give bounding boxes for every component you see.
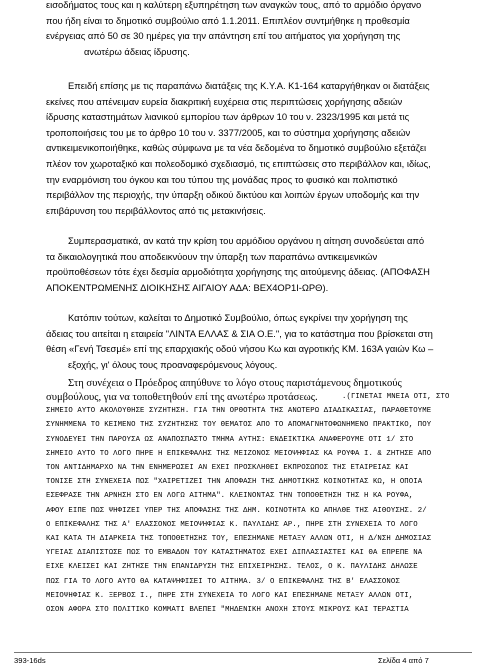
footer-divider — [14, 652, 472, 653]
text-line: ΣΗΜΕΙΟ ΑΥΤΟ ΤΟ ΛΟΓΟ ΠΗΡΕ Η ΕΠΙΚΕΦΑΛΗΣ ΤΗΣ ΜΕΙΖΟΝΟΣ ΜΕΙΟΨΗΦΙΑΣ ΚΑ ΡΟΥΦΑ Ι. & ΖΗΤΗΣΕ ΑΠΟ — [46, 449, 432, 458]
text-line: ΑΠΟΚΕΝΤΡΩΜΕΝΗΣ ΔΙΟΙΚΗΣΗΣ ΑΙΓΑΙΟΥ ΑΔΑ: ΒΕΧ4ΟΡ1Ι-ΩΡΘ). — [46, 281, 329, 293]
text-line: προϋποθέσεων τότε έχει δεσμία αρμοδιότητα χορήγησης της αιτούμενης άδειας. (ΑΠΟΦΑΣΗ — [46, 266, 430, 278]
text-line: ΑΦΟΥ ΕΙΠΕ ΠΩΣ ΨΗΦΙΖΕΙ ΥΠΕΡ ΤΗΣ ΑΠΟΦΑΣΗΣ ΤΗΣ ΔΗΜ. ΚΟΙΝΟΤΗΤΑ ΚΩ ΑΠΗΛΘΕ ΤΗΣ ΑΙΘΟΥΣΗΣ. 2/ — [46, 506, 427, 515]
text-line: Ο ΕΠΙΚΕΦΑΛΗΣ ΤΗΣ Α' ΕΛΑΣΣΟΝΟΣ ΜΕΙΟΨΗΦΙΑΣ Κ. ΠΑΥΛΙΔΗΣ ΑΡ., ΠΗΡΕ ΣΤΗ ΣΥΝΕΧΕΙΑ ΤΟ ΛΟΓΟ — [46, 520, 418, 529]
text-line: ΣΥΝΟΔΕΥΕΙ ΤΗΝ ΠΑΡΟΥΣΑ ΩΣ ΑΝΑΠΟΣΠΑΣΤΟ ΤΜΗΜΑ ΑΥΤΗΣ: ΕΝΔΕΙΚΤΙΚΑ ΑΝΑΦΕΡΟΥΜΕ ΟΤΙ 1/ ΣΤΟ — [46, 435, 414, 444]
text-line: ΚΑΙ ΚΑΤΑ ΤΗ ΔΙΑΡΚΕΙΑ ΤΗΣ ΤΟΠΟΘΕΤΗΣΗΣ ΤΟΥ, ΕΠΕΣΗΜΑΝΕ ΜΕΤΑΞΥ ΑΛΛΩΝ ΟΤΙ, Η Δ/ΝΣΗ ΔΗΜΟΣΙΑΣ — [46, 535, 432, 544]
paragraph-2 — [46, 78, 470, 218]
text-line: άδειας του αιτείται η εταιρεία "ΛΙΝΤΑ ΕΛΛΑΣ & ΣΙΑ Ο.Ε.", για το κατάστημα που βρίσκεται στη — [46, 327, 433, 339]
text-line: ΕΣΕΦΡΑΣΕ ΤΗΝ ΑΡΝΗΣΗ ΣΤΟ ΕΝ ΛΟΓΩ ΑΙΤΗΜΑ". ΚΛΕΙΝΟΝΤΑΣ ΤΗΝ ΤΟΠΟΘΕΤΗΣΗ ΤΗΣ Η ΚΑ ΡΟΥΦΑ, — [46, 492, 414, 501]
text-line: επιβάρυνση του περιβάλλοντος από τις μετακινήσεις. — [46, 204, 266, 216]
text-line: ΣΥΝΗΜΜΕΝΑ ΤΟ ΚΕΙΜΕΝΟ ΤΗΣ ΣΥΖΗΤΗΣΗΣ ΤΟΥ ΘΕΜΑΤΟΣ ΑΠΟ ΤΟ ΑΠΟΜΑΓΝΗΤΟΦΩΝΗΜΕΝΟ ΠΡΑΚΤΙΚΟ, ΠΟΥ — [46, 421, 432, 430]
text-line: την εναρμόνιση του όγκου και του τύπου της μονάδας προς το φυσικό και πολιτιστικό — [46, 173, 398, 185]
footer-page-number: Σελίδα 4 από 7 — [378, 656, 429, 665]
text-line: Συμπερασματικά, αν κατά την κρίση του αρμόδιου οργάνου η αίτηση συνοδεύεται από — [68, 235, 425, 246]
paragraph-4 — [46, 310, 470, 372]
text-line: θέση «Γενή Τσεσμέ» επί της επαρχιακής οδού νήσου Κω και αγροτικής ΚΜ. 163Α γαιών Κω – — [46, 343, 434, 355]
text-line: εκείνες που απένειμαν ευρεία διακριτική ευχέρεια στις περιπτώσεις χορήγησης αδειών — [46, 95, 403, 107]
text-line: ανωτέρω άδειας ίδρυσης. — [84, 45, 190, 57]
text-line: συμβούλους, για να τοποθετηθούν επί της ανωτέρω προτάσεως. — [46, 392, 318, 403]
text-line: ΜΕΙΟΨΗΦΙΑΣ Κ. ΞΕΡΒΟΣ Ι., ΠΗΡΕ ΣΤΗ ΣΥΝΕΧΕΙΑ ΤΟ ΛΟΓΟ ΚΑΙ ΕΠΕΣΗΜΑΝΕ ΜΕΤΑΞΥ ΑΛΛΩΝ ΟΤΙ, — [46, 591, 414, 600]
text-line: ΟΣΟΝ ΑΦΟΡΑ ΣΤΟ ΠΟΛΙΤΙΚΟ ΚΟΜΜΑΤΙ ΒΛΕΠΕΙ "ΜΗΔΕΝΙΚΗ ΑΝΟΧΗ ΣΤΟΥΣ ΜΙΚΡΟΥΣ ΚΑΙ ΤΕΡΑΣΤΙΑ — [46, 606, 409, 615]
text-line: που ήδη είναι το δημοτικό συμβούλιο από 1.1.2011. Επιπλέον συντμήθηκε η προθεσμία — [46, 14, 410, 26]
text-line: .(ΓΙΝΕΤΑΙ ΜΝΕΙΑ ΟΤΙ, ΣΤΟ — [342, 393, 450, 401]
text-line: πλέον τον χωροταξικό και πολεοδομικό σχεδιασμό, τις επιπτώσεις στο περιβάλλον και, ιδίως, — [46, 157, 431, 169]
text-line: περιβάλλον της περιοχής, την ύπαρξη οδικού δικτύου και λοιπών έργων υποδομής και την — [46, 189, 420, 201]
text-line: Στη συνέχεια ο Πρόεδρος απηύθυνε το λόγο στους παριστάμενους δημοτικούς — [68, 378, 402, 389]
text-line: ΤΟΝ ΑΝΤΙΔΗΜΑΡΧΟ ΝΑ ΤΗΝ ΕΝΗΜΕΡΩΣΕΙ ΑΝ ΕΧΕΙ ΠΡΟΣΚΛΗΘΕΙ ΕΚΠΡΟΣΩΠΟΣ ΤΗΣ ΕΤΑΙΡΕΙΑΣ ΚΑΙ — [46, 464, 409, 473]
text-line: Επειδή επίσης με τις παραπάνω διατάξεις της Κ.Υ.Α. Κ1-164 καταργήθηκαν οι διατάξεις — [68, 80, 430, 91]
discussion-transcript — [46, 390, 470, 617]
footer-document-code: 393-16ds — [14, 656, 46, 665]
text-line: εισοδήματος τους και η καλύτερη εξυπηρέτηση των αναγκών τους, από το αρμόδιο όργανο — [46, 0, 422, 10]
text-line: ΤΟΝΙΣΕ ΣΤΗ ΣΥΝΕΧΕΙΑ ΠΩΣ "ΧΑΙΡΕΤΙΖΕΙ ΤΗΝ ΑΠΟΦΑΣΗ ΤΗΣ ΔΗΜΟΤΙΚΗΣ ΚΟΙΝΟΤΗΤΑΣ ΚΩ, Η ΟΠΟΙΑ — [46, 478, 423, 487]
text-line: ΠΩΣ ΓΙΑ ΤΟ ΛΟΓΟ ΑΥΤΟ ΘΑ ΚΑΤΑΨΗΦΙΣΕΙ ΤΟ ΑΙΤΗΜΑ. 3/ Ο ΕΠΙΚΕΦΑΛΗΣ ΤΗΣ Β' ΕΛΑΣΣΟΝΟΣ — [46, 577, 400, 586]
text-line: τροποποιήσεις του με το άρθρο 10 του ν. 3377/2005, και το σύστημα χορήγησης αδειών — [46, 126, 411, 138]
text-line: ίδρυσης καταστημάτων λιανικού εμπορίου των άρθρων 10 του ν. 2323/1995 και μετά τις — [46, 111, 410, 123]
text-line: τα δικαιολογητικά που αποδεικνύουν την ύπαρξη των παραπάνω αντικειμενικών — [46, 250, 378, 262]
paragraph-1 — [46, 0, 470, 59]
text-line: ΥΓΕΙΑΣ ΔΙΑΠΙΣΤΩΣΕ ΠΩΣ ΤΟ ΕΜΒΑΔΟΝ ΤΟΥ ΚΑΤΑΣΤΗΜΑΤΟΣ ΕΧΕΙ ΔΙΠΛΑΣΙΑΣΤΕΙ ΚΑΙ ΘΑ ΕΠΡΕΠΕ ΝΑ — [46, 549, 423, 558]
text-line: ΕΙΧΕ ΚΛΕΙΣΕΙ ΚΑΙ ΖΗΤΗΣΕ ΤΗΝ ΕΠΑΝΙΔΡΥΣΗ ΤΗΣ ΕΠΙΧΕΙΡΗΣΗΣ. ΤΕΛΟΣ, Ο Κ. ΠΑΥΛΙΔΗΣ ΔΗΛΩΣΕ — [46, 563, 418, 572]
text-line: αντικειμενικοποιήθηκε, καθώς σύμφωνα με τα νέα δεδομένα το δημοτικό συμβούλιο εξετάζει — [46, 142, 427, 154]
text-line: Κατόπιν τούτων, καλείται το Δημοτικό Συμβούλιο, όπως εγκρίνει την χορήγηση της — [68, 312, 408, 323]
text-line: ΣΗΜΕΙΟ ΑΥΤΟ ΑΚΟΛΟΥΘΗΣΕ ΣΥΖΗΤΗΣΗ. ΓΙΑ ΤΗΝ ΟΡΘΟΤΗΤΑ ΤΗΣ ΑΝΩΤΕΡΩ ΔΙΑΔΙΚΑΣΙΑΣ, ΠΑΡΑΘΕΤΟΥΜΕ — [46, 407, 432, 416]
paragraph-3 — [46, 233, 470, 295]
text-line: εξοχής, γι' όλους τους προαναφερόμενους λόγους. — [68, 358, 278, 370]
text-line: ενέργειας από 50 σε 30 ημέρες για την απάντηση επί του αιτήματος για χορήγηση της — [46, 30, 401, 42]
